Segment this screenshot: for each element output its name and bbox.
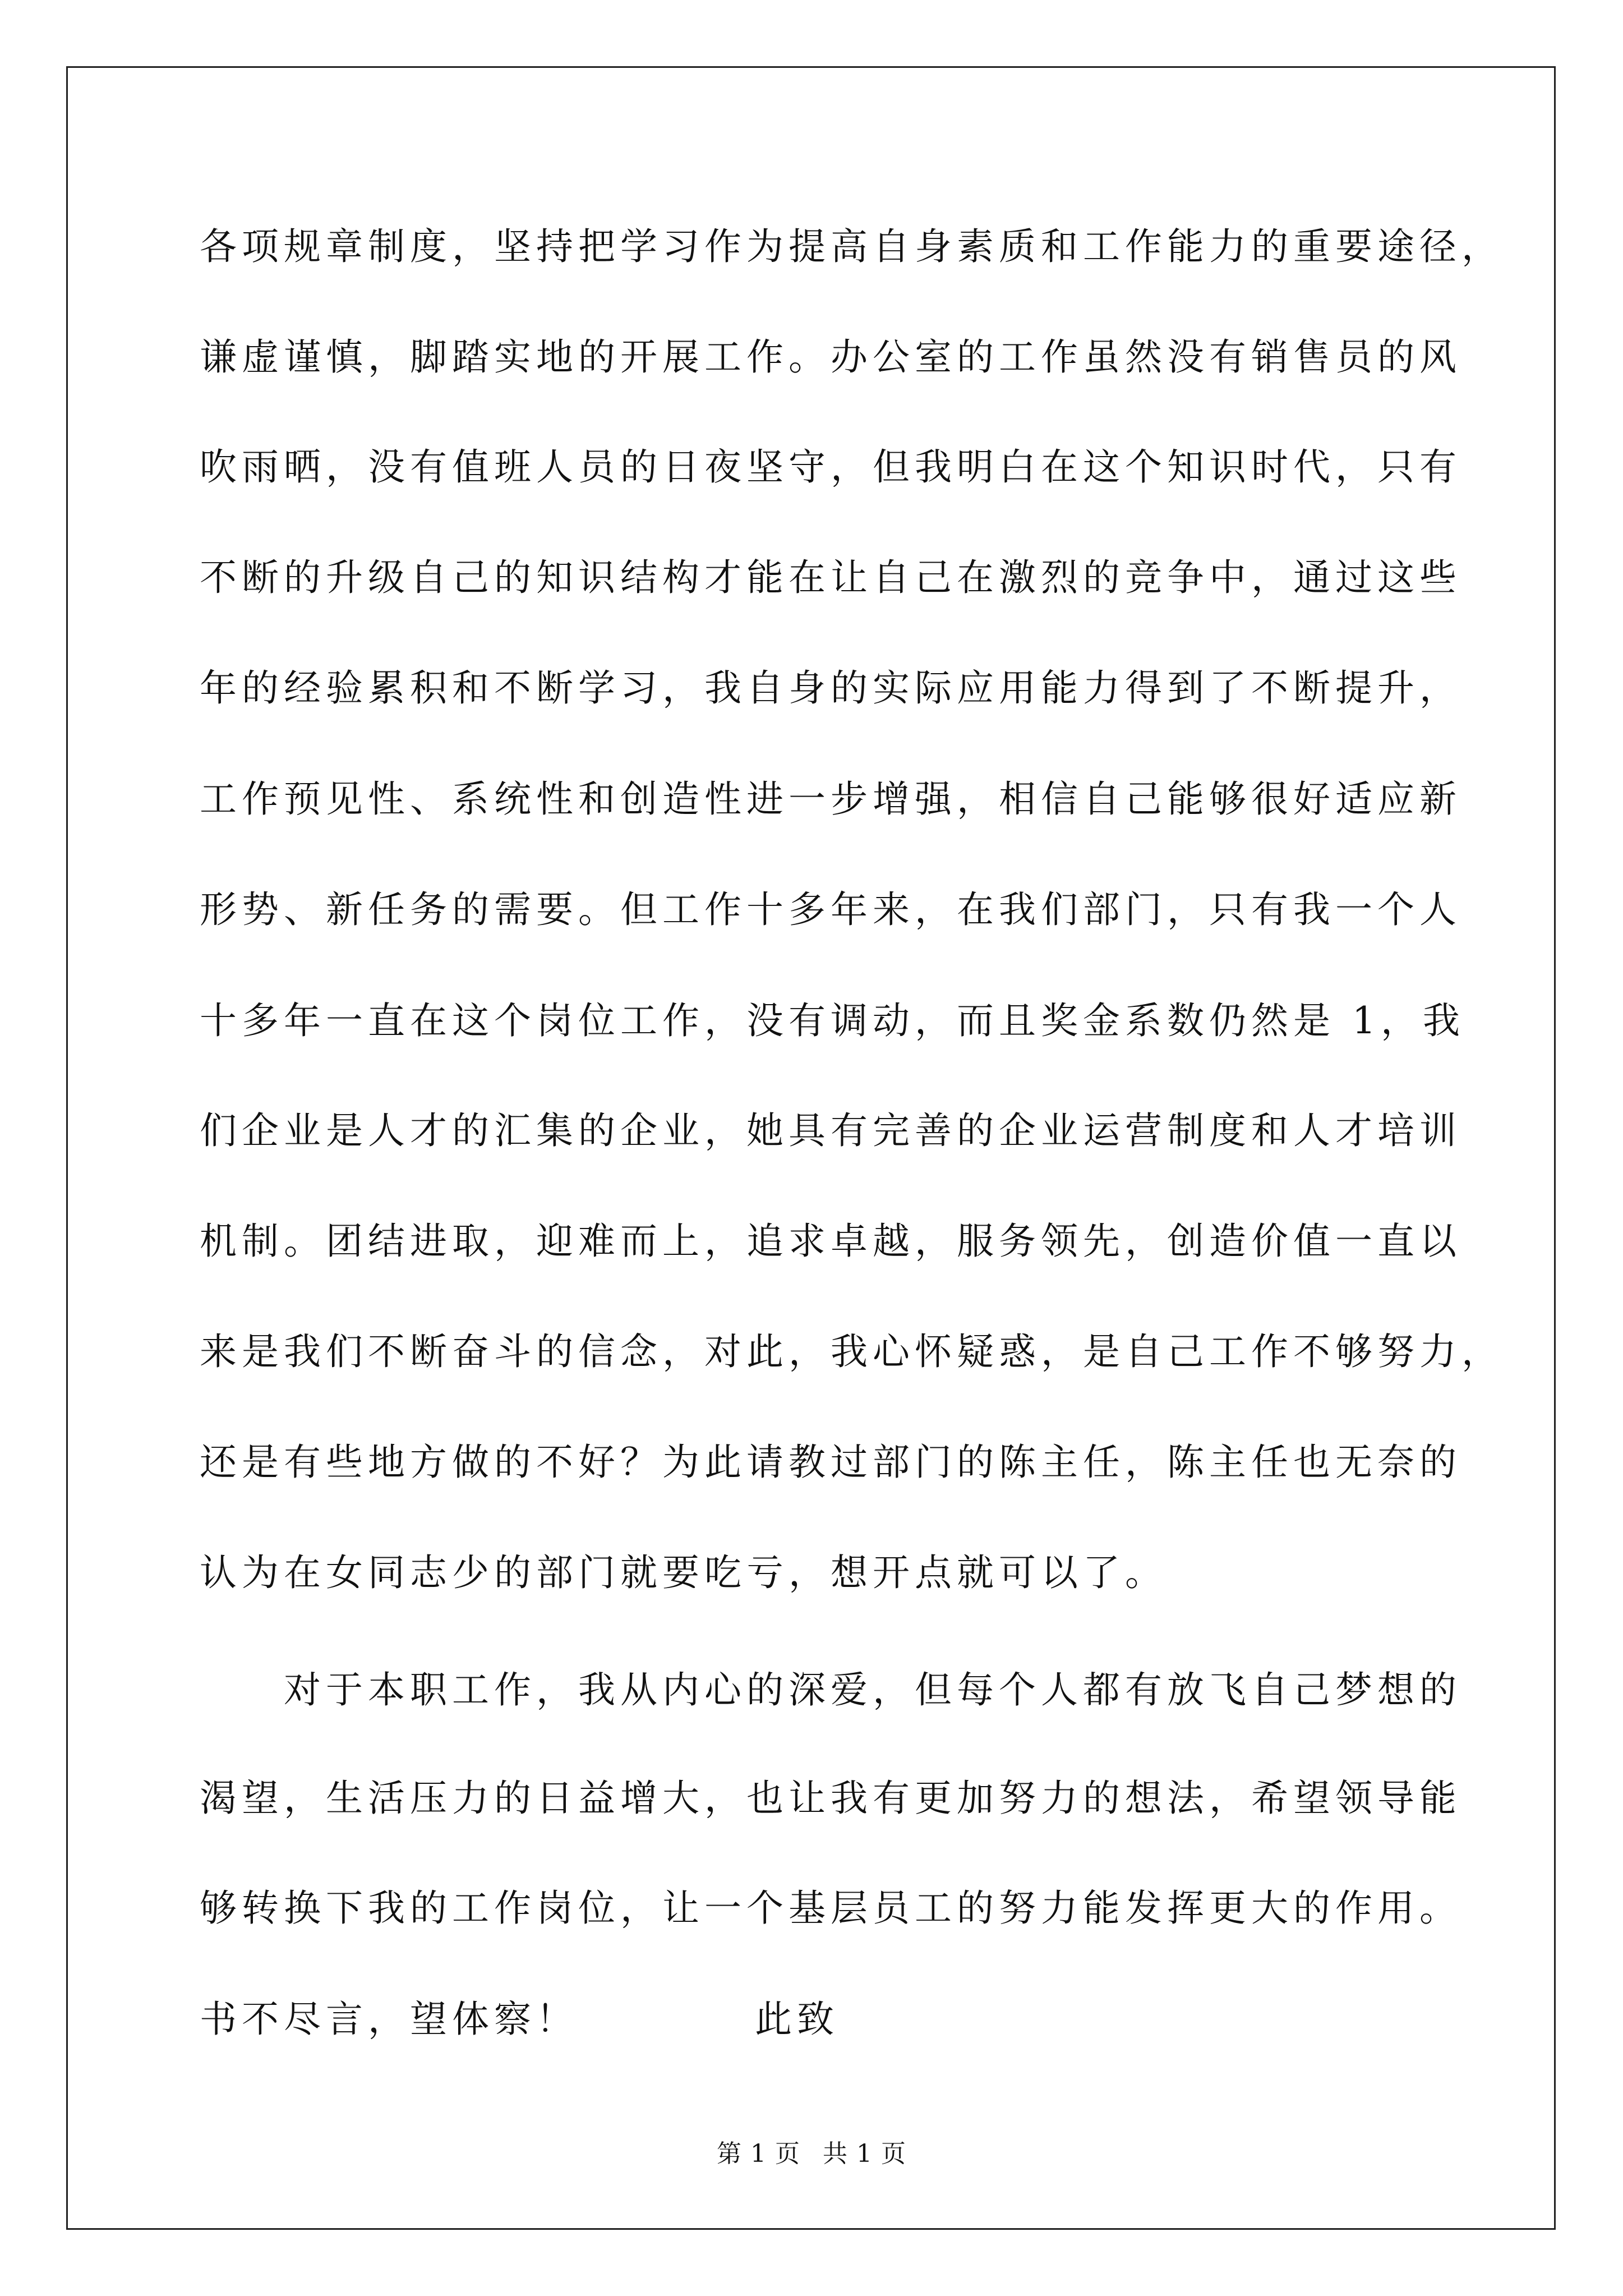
- body-line-3: 吹雨晒，没有值班人员的日夜坚守，但我明白在这个知识时代，只有: [200, 445, 1461, 489]
- body-line-8: 十多年一直在这个岗位工作，没有调动，而且奖金系数仍然是 1，我: [200, 999, 1465, 1042]
- paragraph-2-line-3: 够转换下我的工作岗位，让一个基层员工的努力能发挥更大的作用。: [200, 1887, 1461, 1930]
- body-line-4: 不断的升级自己的知识结构才能在让自己在激烈的竞争中，通过这些: [200, 556, 1461, 599]
- paragraph-2-line-1: 对于本职工作，我从内心的深爱，但每个人都有放飞自己梦想的: [284, 1668, 1461, 1711]
- paragraph-2-line-2: 渴望，生活压力的日益增大，也让我有更加努力的想法，希望领导能: [200, 1777, 1461, 1820]
- page-total: 共 1 页: [823, 2139, 906, 2168]
- body-line-2: 谦虚谨慎，脚踏实地的开展工作。办公室的工作虽然没有销售员的风: [200, 335, 1461, 379]
- closing-remark: 书不尽言，望体察！: [200, 1998, 578, 2041]
- page-number: 第 1 页: [717, 2139, 800, 2168]
- body-line-10: 机制。团结进取，迎难而上，追求卓越，服务领先，创造价值一直以: [200, 1220, 1461, 1263]
- body-line-5: 年的经验累积和不断学习，我自身的实际应用能力得到了不断提升，: [200, 666, 1461, 710]
- closing-salutation: 此致: [755, 1998, 839, 2041]
- body-line-13: 认为在女同志少的部门就要吃亏，想开点就可以了。: [200, 1551, 1167, 1594]
- body-line-12: 还是有些地方做的不好？为此请教过部门的陈主任，陈主任也无奈的: [200, 1441, 1461, 1484]
- page-footer: [0, 2138, 1623, 2170]
- body-line-1: 各项规章制度，坚持把学习作为提高自身素质和工作能力的重要途径，: [200, 225, 1504, 268]
- body-line-6: 工作预见性、系统性和创造性进一步增强，相信自己能够很好适应新: [200, 777, 1461, 821]
- body-line-11: 来是我们不断奋斗的信念，对此，我心怀疑惑，是自己工作不够努力，: [200, 1330, 1504, 1373]
- body-line-9: 们企业是人才的汇集的企业，她具有完善的企业运营制度和人才培训: [200, 1109, 1461, 1152]
- body-line-7: 形势、新任务的需要。但工作十多年来，在我们部门，只有我一个人: [200, 888, 1461, 931]
